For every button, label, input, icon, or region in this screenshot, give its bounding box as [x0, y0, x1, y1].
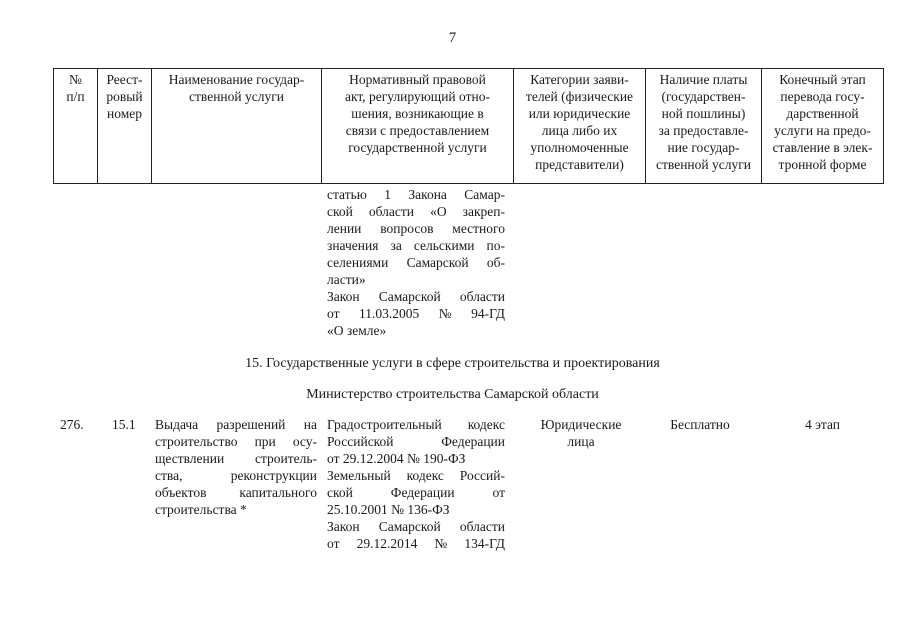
header-line: лица либо их: [541, 123, 618, 138]
word: от: [492, 485, 505, 500]
word: ской: [327, 204, 353, 219]
header-cell-legal-act: [322, 69, 514, 184]
word: 1: [384, 187, 391, 202]
word: ществлении: [155, 451, 225, 466]
word: Закон: [327, 289, 360, 304]
word: Самарской: [378, 289, 441, 304]
word: при: [254, 434, 276, 449]
word: ской: [327, 485, 353, 500]
word: области: [459, 289, 505, 304]
header-line: (государствен-: [661, 89, 746, 104]
text-line: [327, 416, 505, 433]
word: от: [327, 306, 340, 321]
word: значения: [327, 238, 379, 253]
header-line: или юридические: [528, 106, 631, 121]
header-line: Наименование государ-: [168, 72, 305, 87]
word: капитального: [239, 485, 317, 500]
word: закреп-: [462, 204, 505, 219]
header-line: перевода госу-: [780, 89, 865, 104]
row-legal-act: [327, 416, 505, 552]
text-line: [327, 518, 505, 535]
header-cell-fee: [646, 69, 762, 184]
header-line: п/п: [66, 89, 85, 104]
word: от: [327, 536, 340, 551]
word: на: [303, 417, 317, 432]
word: осу-: [292, 434, 317, 449]
text-line: лица: [567, 434, 595, 449]
section-title: 15. Государственные услуги в сфере строительства и проектирования: [245, 356, 660, 371]
word: №: [438, 306, 452, 321]
header-line: Реест-: [106, 72, 143, 87]
word: Выдача: [155, 417, 199, 432]
header-cell-electronic-stage: [762, 69, 884, 184]
header-cell-registry: [98, 69, 152, 184]
ministry-title: Министерство строительства Самарской области: [306, 387, 599, 402]
word: об-: [486, 255, 505, 270]
word: 29.12.2014: [356, 536, 418, 551]
text-line: [327, 467, 505, 484]
page-number: 7: [448, 30, 457, 46]
text-line: [327, 484, 505, 501]
word: статью: [327, 187, 367, 202]
text-line: [155, 416, 317, 433]
text-line: [327, 203, 505, 220]
header-line: услуги на предо-: [774, 123, 871, 138]
word: строительство: [155, 434, 238, 449]
text-line: ласти»: [327, 272, 366, 287]
header-line: ровый: [106, 89, 143, 104]
header-line: номер: [106, 106, 142, 121]
text-line: «О земле»: [327, 323, 387, 338]
word: Закон: [327, 519, 360, 534]
word: 94-ГД: [471, 306, 505, 321]
header-line: государственной услуги: [348, 140, 487, 155]
header-line: ственной услуги: [189, 89, 284, 104]
text-line: [327, 305, 505, 322]
word: кодекс: [406, 468, 444, 483]
row-registry-number: 15.1: [112, 417, 136, 432]
text-line: [155, 450, 317, 467]
word: Самарской: [406, 255, 469, 270]
text-line: [327, 186, 505, 203]
header-line: за предоставле-: [658, 123, 749, 138]
word: «О: [430, 204, 447, 219]
word: Российской: [327, 434, 394, 449]
header-line: ной пошлины): [661, 106, 746, 121]
word: Самар-: [464, 187, 505, 202]
text-line: [155, 433, 317, 450]
word: Федерации: [390, 485, 455, 500]
word: Россий-: [459, 468, 505, 483]
header-line: Конечный этап: [779, 72, 866, 87]
word: местного: [452, 221, 505, 236]
row-number: 276.: [60, 417, 84, 432]
word: №: [434, 536, 448, 551]
continued-legal-act-text: [327, 186, 505, 339]
word: Закона: [408, 187, 447, 202]
header-line: ставление в элек-: [772, 140, 873, 155]
word: строитель-: [254, 451, 317, 466]
header-line: связи с предоставлением: [345, 123, 490, 138]
header-cell-number: [54, 69, 98, 184]
word: по-: [486, 238, 505, 253]
header-line: тронной форме: [778, 157, 867, 172]
word: области: [459, 519, 505, 534]
text-line: [327, 433, 505, 450]
header-line: ние государ-: [667, 140, 740, 155]
text-line: строительства *: [155, 502, 247, 517]
text-line: [155, 467, 317, 484]
header-line: акт, регулирующий отно-: [345, 89, 490, 104]
word: Федерации: [441, 434, 505, 449]
word: 11.03.2005: [359, 306, 420, 321]
word: объектов: [155, 485, 207, 500]
word: Земельный: [327, 468, 391, 483]
word: Самарской: [378, 519, 441, 534]
header-line: дарственной: [786, 106, 859, 121]
row-electronic-stage: 4 этап: [804, 417, 841, 432]
word: области: [368, 204, 415, 219]
text-line: 25.10.2001 № 136-ФЗ: [327, 502, 450, 517]
text-line: от 29.12.2004 № 190-ФЗ: [327, 451, 466, 466]
header-cell-service-name: [152, 69, 322, 184]
text-line: Юридические: [540, 417, 622, 432]
header-line: ственной услуги: [656, 157, 751, 172]
text-line: [155, 484, 317, 501]
word: лении: [327, 221, 362, 236]
header-line: Нормативный правовой: [349, 72, 486, 87]
header-line: шения, возникающие в: [351, 106, 484, 121]
word: ства,: [155, 468, 183, 483]
text-line: [327, 288, 505, 305]
header-line: Наличие платы: [659, 72, 748, 87]
word: 134-ГД: [464, 536, 505, 551]
header-line: телей (физические: [525, 89, 634, 104]
header-cell-applicant-category: [514, 69, 646, 184]
header-line: №: [69, 72, 82, 87]
word: сельскими: [413, 238, 475, 253]
table-header: [53, 68, 884, 184]
header-line: уполномоченные: [530, 140, 629, 155]
word: вопросов: [380, 221, 434, 236]
word: реконструкции: [230, 468, 317, 483]
word: кодекс: [467, 417, 505, 432]
row-fee: Бесплатно: [670, 417, 730, 432]
text-line: [327, 237, 505, 254]
word: за: [390, 238, 402, 253]
text-line: [327, 254, 505, 271]
header-line: Категории заяви-: [530, 72, 629, 87]
text-line: [327, 220, 505, 237]
word: разрешений: [216, 417, 286, 432]
header-line: представители): [535, 157, 624, 172]
text-line: [327, 535, 505, 552]
row-service-name: [155, 416, 317, 518]
word: селениями: [327, 255, 389, 270]
word: Градостроительный: [327, 417, 442, 432]
row-applicant-category: [520, 416, 642, 450]
